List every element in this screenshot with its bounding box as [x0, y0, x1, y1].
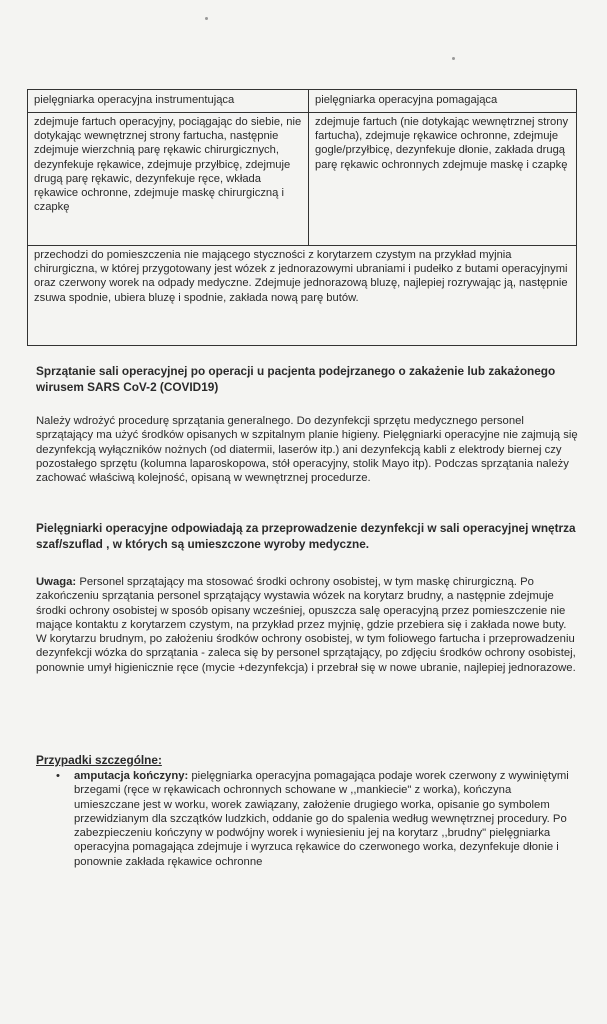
table-header-row [28, 90, 577, 113]
scan-speck [452, 57, 455, 60]
nurses-responsibility-paragraph: Pielęgniarki operacyjne odpowiadają za przeprowadzenie dezynfekcji w sali operacyjnej wnętrza szaf/szuflad , w których są umieszczone wyroby medyczne. [36, 521, 576, 551]
table-row [28, 246, 577, 346]
table-row [28, 113, 577, 246]
bullet-icon: • [56, 770, 60, 782]
section-heading: Sprzątanie sali operacyjnej po operacji u pacjenta podejrzanego o zakażenie lub zakażonego wirusem SARS CoV-2 (COVID19) [36, 364, 556, 394]
note-paragraph-2: W korytarzu brudnym, po założeniu środków ochrony osobistej, w tym foliowego fartucha i przeprowadzeniu dezynfekcji wózka do sprzątania - zaleca się by personel sprzątający, po zdjęciu środków ochrony osobistej, ponownie umył higienicznie ręce (mycie +dezynfekcja) i przebrał się w nowe ubranie, najlepiej jednorazowe. [36, 633, 576, 674]
nurse-duties-table [27, 89, 577, 346]
common-steps: przechodzi do pomieszczenia nie mającego styczności z korytarzem czystym na przykład myjnia chirurgiczna, w której przygotowany jest wózek z jednorazowymi ubraniami i pudełko z butami operacyjnymi oraz czerwony worek na odpady medyczne. Zdejmuje jednorazową bluzę, najlepiej rozrywając ją, następnie zsuwa spodnie, ubiera bluzę i spodnie, zakłada nową parę butów. [28, 246, 577, 346]
note-paragraph [36, 575, 578, 632]
instrumenting-nurse-steps: zdejmuje fartuch operacyjny, pociągając do siebie, nie dotykając wewnętrznej strony fartucha, następnie zdejmuje wierzchnią parę rękawic chirurgicznych, dezynfekuje rękawice, zdejmuje przyłbicę, zdejmuje drugą parę rękawic, dezynfekuje ręce, wkłada rękawice ochronne, zdejmuje maskę chirurgiczną i czapkę [28, 113, 309, 246]
case-label: amputacja kończyny: [74, 770, 189, 782]
assisting-nurse-steps: zdejmuje fartuch (nie dotykając wewnętrznej strony fartucha), zdejmuje rękawice ochronne, zdejmuje gogle/przyłbicę, dezynfekuje dłonie, zakłada drugą parę rękawic ochronnych zdejmuje maskę i czapkę [309, 113, 577, 246]
special-cases-list [36, 769, 578, 869]
header-assisting-nurse: pielęgniarka operacyjna pomagająca [309, 90, 577, 113]
note-block [36, 575, 578, 675]
list-item [36, 769, 578, 869]
header-instrumenting-nurse: pielęgniarka operacyjna instrumentująca [28, 90, 309, 113]
case-text: pielęgniarka operacyjna pomagająca podaje worek czerwony z wywiniętymi brzegami (ręce w rękawicach ochronnych schowane w ,,mankiecie" z worka), kończyna umieszczane jest w worku, worek zawiązany, założenie drugiego worka, opisanie go symbolem przewidzianym dla szczątków ludzkich, oddanie go do spalenia według wewnętrznej procedury. Po zabezpieczeniu kończyny w podwójny worek i wyniesieniu jej na korytarz ,,brudny" pielęgniarka operacyjna pomagająca zdejmuje i wyrzuca rękawice do czerwonego worka, dezynfekuje dłonie i ponownie zakłada rękawice ochronne [74, 770, 569, 868]
note-label: Uwaga: [36, 576, 77, 588]
special-cases-heading: Przypadki szczególne: [36, 753, 162, 767]
procedure-paragraph: Należy wdrożyć procedurę sprzątania generalnego. Do dezynfekcji sprzętu medycznego personel sprzątający ma użyć środków opisanych w szpitalnym planie higieny. Pielęgniarki operacyjne nie zajmują się dezynfekcją wyłączników nożnych (od diatermii, laserów itp.) ani dezynfekcją kabli z elektrody biernej czy pozostałego sprzętu (kolumna laparoskopowa, stół operacyjny, stolik Mayo itp). Podczas sprzątania należy zachować właściwą kolejność, opisaną w wewnętrznej procedurze. [36, 415, 578, 485]
scan-speck [205, 17, 208, 20]
note-text: Personel sprzątający ma stosować środki ochrony osobistej, w tym maskę chirurgiczną. Po zakończeniu sprzątania personel sprzątający wystawia wózek na korytarz brudny, a następnie zdejmuje środki ochrony osobistej w sposób opisany wcześniej, opuszcza salę operacyjną przez pomieszczenie nie mające kontaktu z korytarzem czystym, na przykład przez myjnię, gdzie przebiera się i zakłada nowe buty. [36, 576, 567, 631]
